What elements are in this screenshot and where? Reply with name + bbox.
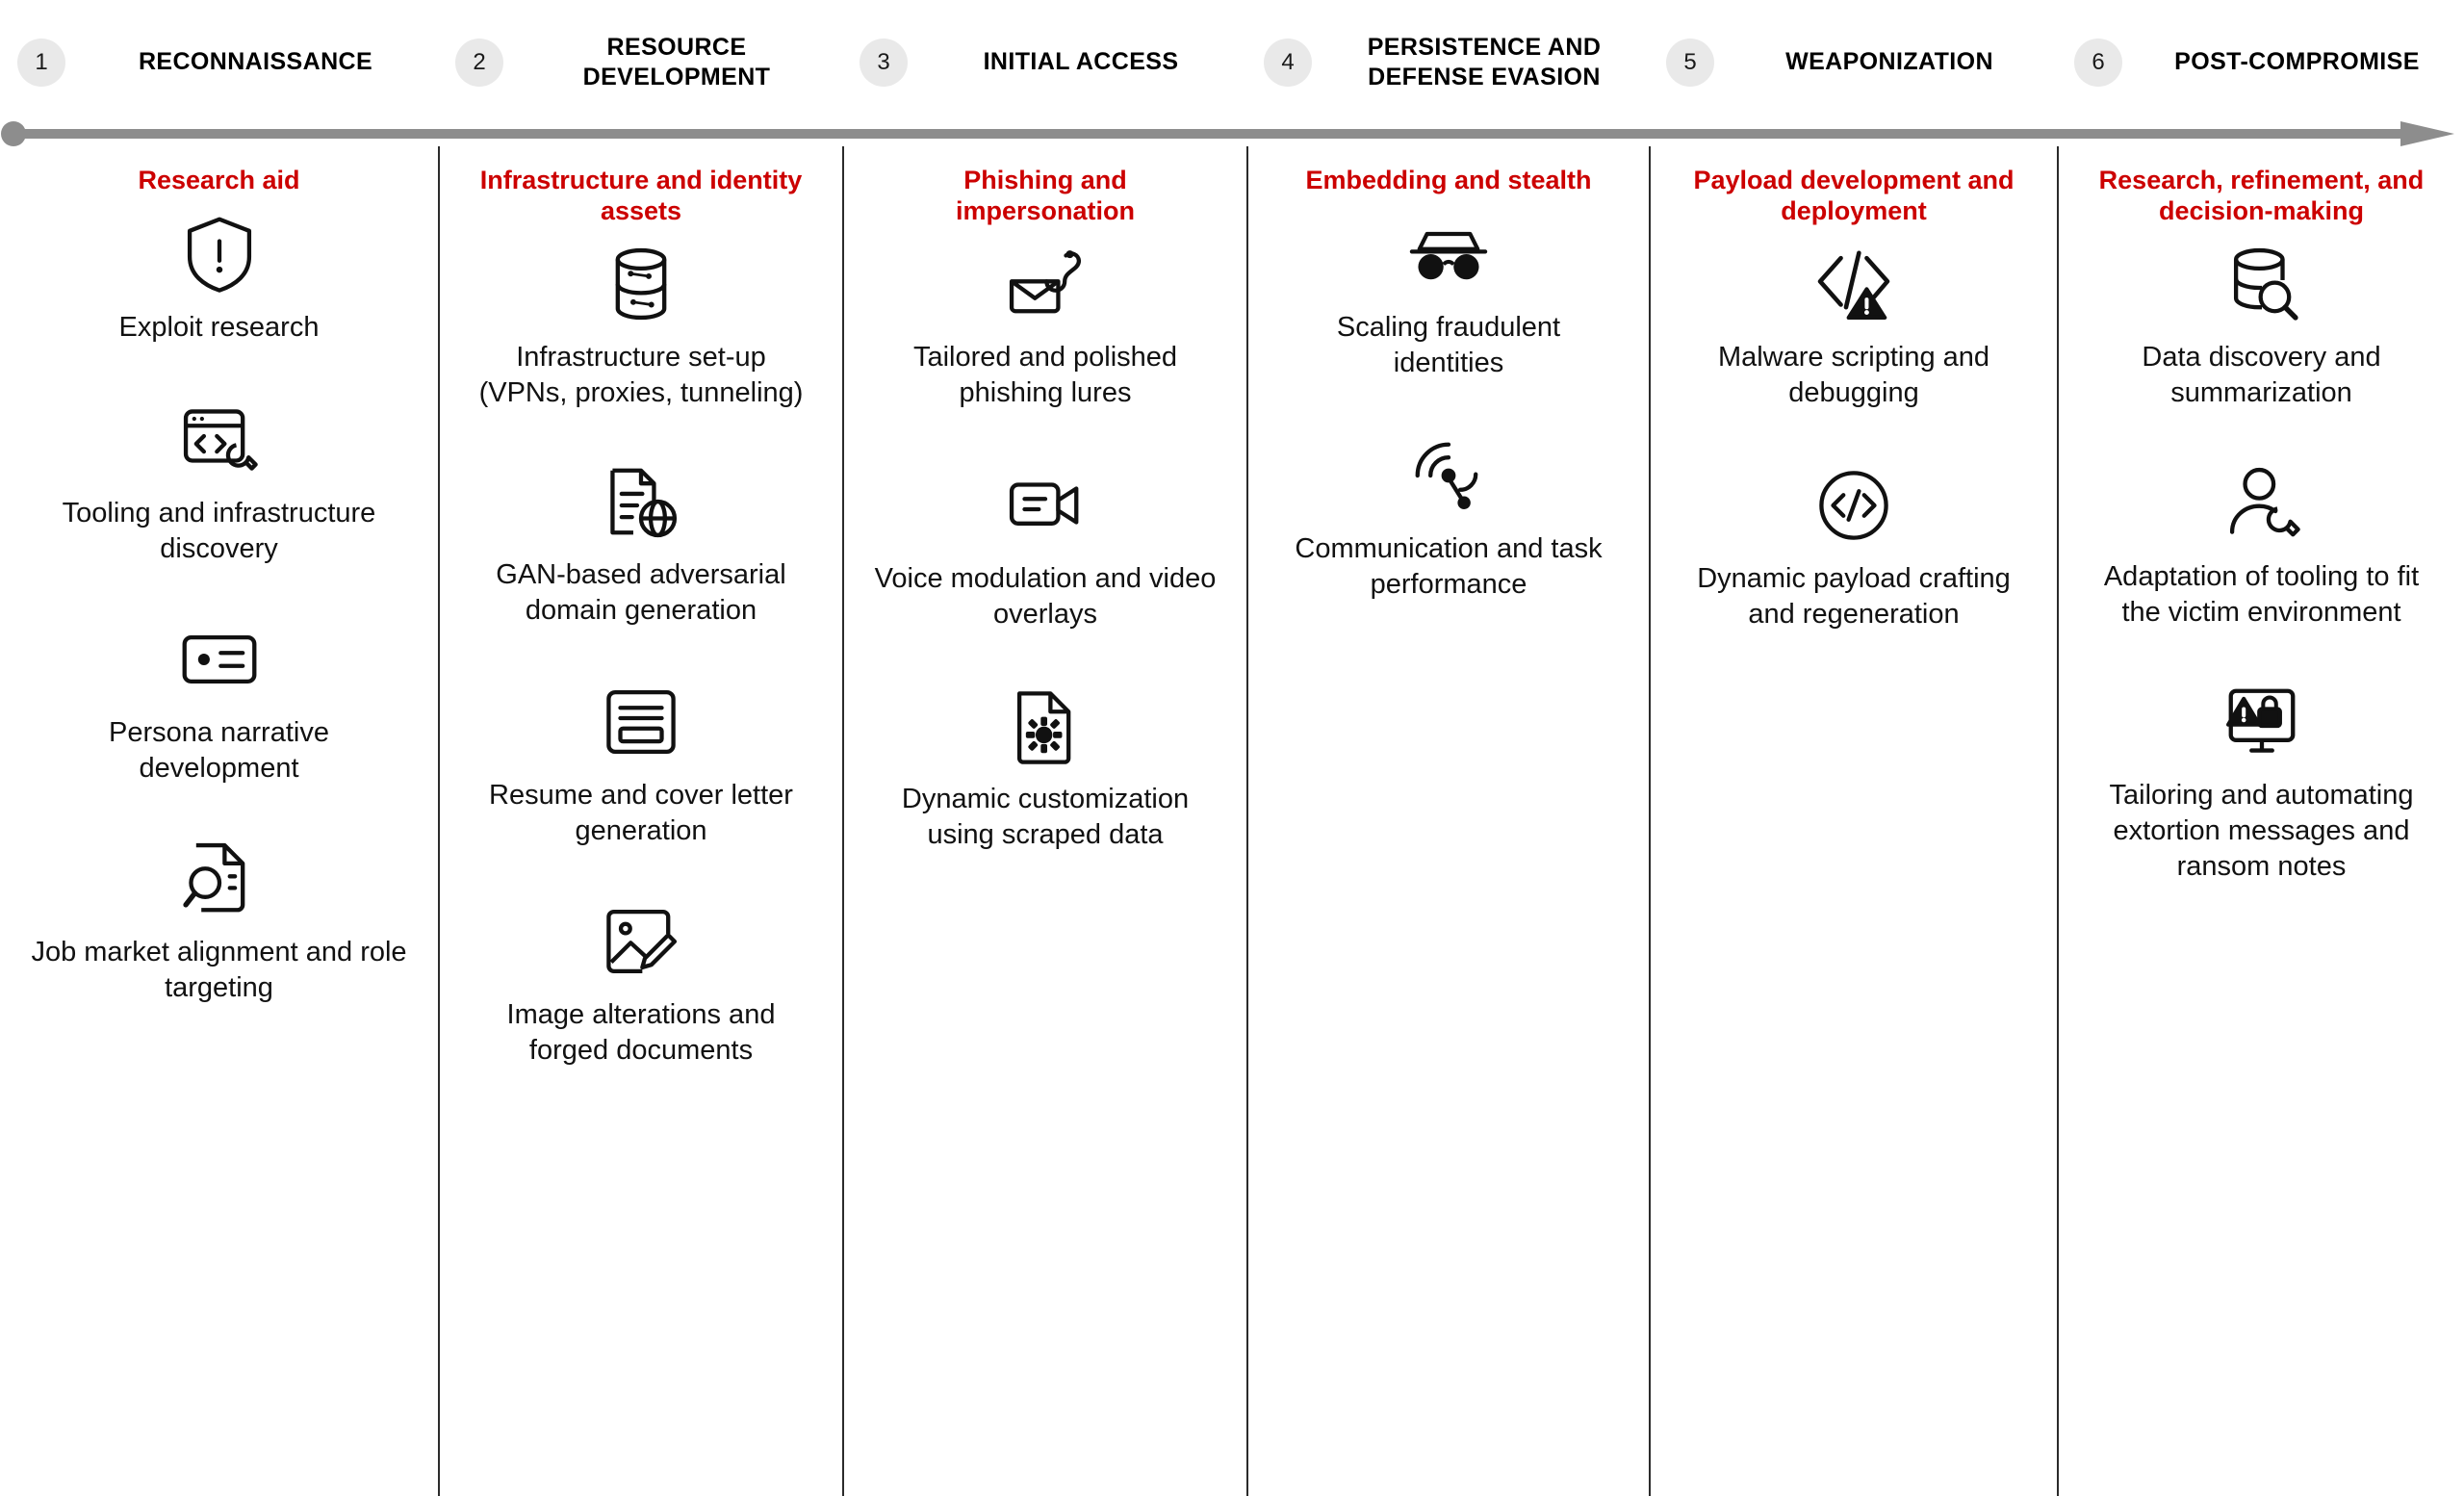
list-item	[459, 453, 823, 629]
stage-header-row	[0, 0, 2464, 125]
stage-header-6	[2057, 0, 2464, 125]
stage-column-post-compromise	[2057, 146, 2464, 1496]
column-heading: Embedding and stealth	[1305, 166, 1592, 194]
stage-title: PERSISTENCE AND DEFENSE EVASION	[1367, 33, 1602, 90]
column-heading: Infrastructure and identity assets	[479, 166, 803, 225]
code-alert-icon	[1802, 236, 1906, 332]
item-label: Voice modulation and video overlays	[874, 563, 1217, 631]
item-label: Scaling fraudulent identities	[1336, 311, 1561, 378]
item-label: Dynamic customization using scraped data	[901, 783, 1190, 850]
document-globe-icon	[589, 453, 693, 550]
stage-header-3	[842, 0, 1246, 125]
database-search-icon	[2210, 236, 2314, 332]
item-label: Infrastructure set-up (VPNs, proxies, tunneling)	[478, 342, 804, 409]
stage-column-resource-development	[438, 146, 842, 1496]
video-chat-icon	[993, 457, 1097, 554]
list-item	[1670, 236, 2038, 411]
list-item	[863, 678, 1227, 853]
column-heading: Payload development and deployment	[1693, 166, 2015, 225]
list-item	[19, 392, 419, 567]
resume-document-icon	[589, 674, 693, 770]
list-item	[459, 893, 823, 1069]
list-item	[19, 611, 419, 787]
stage-column-reconnaissance	[0, 146, 438, 1496]
monitor-lock-alert-icon	[2210, 674, 2314, 770]
list-item	[19, 206, 419, 346]
document-search-icon	[167, 831, 271, 927]
stage-number-badge: 2	[455, 39, 503, 87]
item-label: Adaptation of tooling to fit the victim environment	[2103, 561, 2420, 629]
item-label: Persona narrative development	[109, 716, 329, 785]
stage-header-2	[438, 0, 842, 125]
list-item	[1268, 427, 1630, 603]
item-label: Tooling and infrastructure discovery	[62, 497, 376, 564]
stage-header-1	[0, 0, 438, 125]
list-item	[863, 236, 1227, 411]
item-label: Dynamic payload crafting and regeneration	[1697, 563, 2011, 631]
list-item	[19, 831, 419, 1006]
list-item	[863, 457, 1227, 632]
item-label: Image alterations and forged documents	[506, 998, 776, 1066]
stage-title: RESOURCE DEVELOPMENT	[582, 33, 771, 90]
list-item	[459, 236, 823, 411]
column-heading: Research aid	[138, 166, 300, 194]
stage-columns	[0, 146, 2464, 1496]
item-label: Data discovery and summarization	[2142, 342, 2381, 409]
incognito-mask-icon	[1397, 206, 1501, 302]
stage-column-persistence-defense-evasion	[1246, 146, 1649, 1496]
list-item	[2078, 455, 2445, 631]
list-item	[459, 674, 823, 849]
list-item	[2078, 674, 2445, 885]
stage-number-badge: 6	[2074, 39, 2122, 87]
timeline-arrow	[0, 121, 2464, 146]
user-wrench-icon	[2210, 455, 2314, 552]
item-label: Resume and cover letter generation	[489, 779, 793, 846]
item-label: Job market alignment and role targeting	[31, 937, 407, 1004]
stage-header-4	[1246, 0, 1649, 125]
database-network-icon	[589, 236, 693, 332]
stage-title: RECONNAISSANCE	[138, 48, 373, 76]
stage-column-initial-access	[842, 146, 1246, 1496]
stage-header-5	[1649, 0, 2057, 125]
item-label: Tailored and polished phishing lures	[912, 342, 1178, 409]
phishing-hook-mail-icon	[993, 236, 1097, 332]
list-item	[2078, 236, 2445, 411]
signal-broadcast-icon	[1397, 427, 1501, 524]
item-label: Malware scripting and debugging	[1717, 342, 1990, 409]
item-label: GAN-based adversarial domain generation	[496, 559, 786, 627]
document-gear-icon	[993, 678, 1097, 774]
stage-number-badge: 1	[17, 39, 65, 87]
code-circle-icon	[1802, 457, 1906, 554]
shield-alert-icon	[167, 206, 271, 302]
stage-number-badge: 4	[1264, 39, 1312, 87]
image-edit-icon	[589, 893, 693, 990]
code-window-wrench-icon	[167, 392, 271, 488]
timeline-arrow-icon	[0, 121, 2464, 146]
stage-title: WEAPONIZATION	[1785, 48, 1993, 76]
stage-number-badge: 5	[1666, 39, 1714, 87]
list-item	[1670, 457, 2038, 632]
item-label: Exploit research	[118, 311, 320, 343]
stage-title: POST-COMPROMISE	[2174, 48, 2420, 76]
stage-number-badge: 3	[860, 39, 908, 87]
column-heading: Phishing and impersonation	[955, 166, 1136, 225]
stage-column-weaponization	[1649, 146, 2057, 1496]
list-item	[1268, 206, 1630, 381]
item-label: Communication and task performance	[1295, 532, 1603, 600]
item-label: Tailoring and automating extortion messages and ransom notes	[2109, 779, 2414, 882]
column-heading: Research, refinement, and decision-making	[2098, 166, 2425, 225]
stage-title: INITIAL ACCESS	[983, 48, 1179, 76]
id-card-icon	[167, 611, 271, 708]
